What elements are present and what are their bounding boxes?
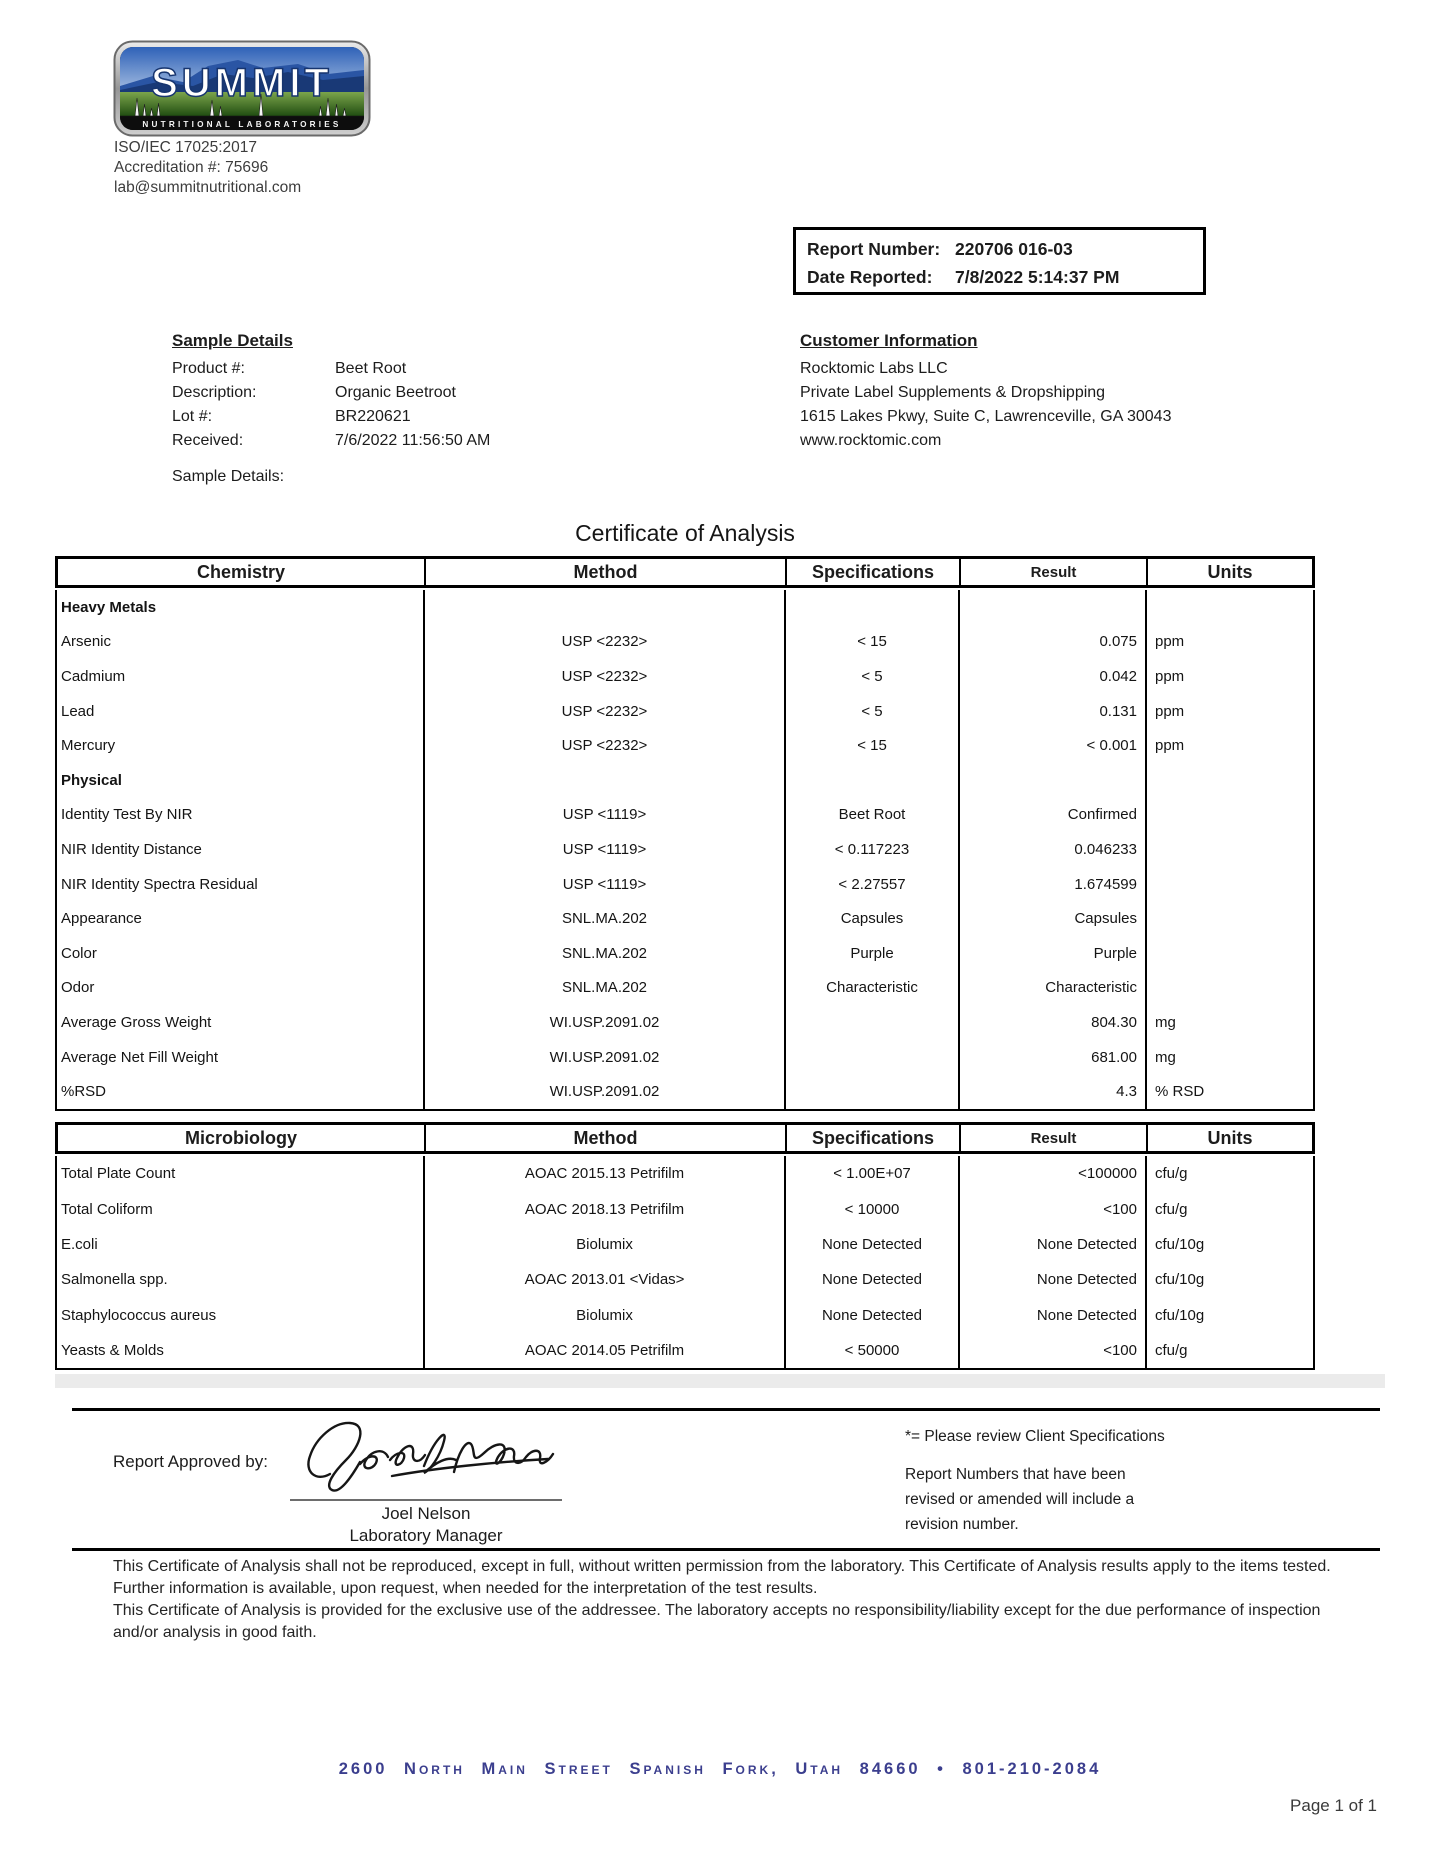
cell-units [1145,936,1313,971]
cell-units: cfu/10g [1145,1262,1313,1297]
table-row [57,1040,1313,1075]
header-cell-microbiology: Microbiology [185,1127,297,1148]
cell-name: Heavy Metals [61,598,157,616]
footer-address: 2600 North Main Street Spanish Fork, Utah 84660 • 801-210-2084 [338,1760,1102,1778]
cell-name: Color [61,944,97,962]
cell-spec: < 50000 [784,1333,958,1368]
cell-spec: < 1.00E+07 [784,1156,958,1191]
revision-note: Report Numbers that have been revised or amended will include a revision number. [905,1466,1135,1533]
cell-result: 0.075 [958,625,1145,660]
microbiology-table-header [55,1122,1315,1154]
cell-name: Arsenic [61,633,112,651]
cell-spec [784,1040,958,1075]
cell-method [423,763,784,798]
cell-units: % RSD [1145,1074,1313,1109]
cell-result [958,590,1145,625]
cell-result: < 0.001 [958,728,1145,763]
cell-units [1145,590,1313,625]
cell-name: NIR Identity Distance [61,840,202,858]
cell-result: Confirmed [958,798,1145,833]
cell-spec: < 0.117223 [784,832,958,867]
cell-units: ppm [1145,728,1313,763]
summit-logo [113,40,371,137]
report-number-value: 220706 016-03 [955,238,1073,259]
report-number-label: Report Number: [807,238,941,259]
cell-units: cfu/10g [1145,1298,1313,1333]
cell-units [1145,901,1313,936]
header-cell-method: Method [424,1125,785,1151]
cell-name: %RSD [61,1083,107,1101]
cell-result: <100 [958,1191,1145,1226]
table-row [57,1333,1313,1368]
cell-units [1145,867,1313,902]
cell-spec [784,590,958,625]
signature [296,1410,556,1502]
table-row [57,1156,1313,1191]
field-value: Beet Root [335,360,407,377]
cell-spec: Capsules [784,901,958,936]
cell-method: AOAC 2014.05 Petrifilm [423,1333,784,1368]
cell-units [1145,971,1313,1006]
sample-field-row [172,429,490,453]
cell-method: USP <1119> [423,832,784,867]
cell-method: USP <2232> [423,625,784,660]
cell-spec: < 5 [784,659,958,694]
header-cell-specifications: Specifications [785,1125,959,1151]
cell-spec [784,1005,958,1040]
cell-name: Yeasts & Molds [61,1342,164,1360]
cell-name: Cadmium [61,667,126,685]
table-row [57,1191,1313,1226]
header-cell-units: Units [1146,1125,1312,1151]
sample-details-section [172,331,490,453]
header-cell-result: Result [959,1125,1146,1151]
header-cell-chemistry: Chemistry [196,561,286,582]
customer-information-title: Customer Information [800,331,978,350]
chemistry-table-body [55,590,1315,1111]
page-number: Page 1 of 1 [1290,1796,1377,1815]
sample-details-extra-label: Sample Details: [172,468,285,485]
cell-method: Biolumix [423,1227,784,1262]
customer-information-section [800,331,1171,453]
cell-method: USP <2232> [423,728,784,763]
table-row [57,798,1313,833]
customer-line: 1615 Lakes Pkwy, Suite C, Lawrenceville, GA 30043 [800,408,1172,425]
table-row [57,1005,1313,1040]
microbiology-table-body [55,1156,1315,1370]
accreditation-line: Accreditation #: 75696 [114,159,269,176]
lab-email: lab@summitnutritional.com [114,179,302,196]
cell-method: WI.USP.2091.02 [423,1074,784,1109]
cell-spec: < 5 [784,694,958,729]
report-info-box [793,227,1206,295]
sample-details-title: Sample Details [172,331,293,350]
approver-title: Laboratory Manager [349,1526,503,1545]
cell-name: Total Plate Count [61,1165,176,1183]
cell-name: Average Gross Weight [61,1013,212,1031]
table-row [57,694,1313,729]
header-cell-method: Method [424,559,785,585]
cell-name: E.coli [61,1235,98,1253]
table-row [57,728,1313,763]
table-row [57,659,1313,694]
cell-units: mg [1145,1005,1313,1040]
sample-details-fields [172,357,490,453]
cell-units [1145,832,1313,867]
table-row [57,1074,1313,1109]
cell-method: USP <1119> [423,798,784,833]
header-cell-specifications: Specifications [785,559,959,585]
disclaimer-paragraph: This Certificate of Analysis shall not be reproduced, except in full, without written permission from the laboratory. This Certificate of Analysis results apply to the items tested. Further information is available, upon request, when needed for the interpretation of the test results. [113,1558,1331,1597]
field-label: Lot #: [172,408,213,425]
cell-result: <100 [958,1333,1145,1368]
cell-spec: Beet Root [784,798,958,833]
cell-spec: < 15 [784,728,958,763]
cell-units: cfu/g [1145,1156,1313,1191]
customer-information-lines [800,357,1171,453]
chemistry-table-header [55,556,1315,588]
cell-result: 0.046233 [958,832,1145,867]
table-row [57,1262,1313,1297]
field-label: Product #: [172,360,245,377]
cell-result: None Detected [958,1262,1145,1297]
cell-result: 4.3 [958,1074,1145,1109]
sample-field-row [172,357,490,381]
table-row [57,1298,1313,1333]
cell-result: 804.30 [958,1005,1145,1040]
date-reported-row [807,263,1203,291]
divider-rule-bottom [72,1548,1380,1551]
logo-tagline-text: NUTRITIONAL LABORATORIES [142,120,342,129]
customer-line: www.rocktomic.com [800,432,942,449]
cell-units [1145,763,1313,798]
field-value: BR220621 [335,408,411,425]
table-shadow-band [55,1374,1385,1388]
cell-units: ppm [1145,659,1313,694]
cell-method: SNL.MA.202 [423,901,784,936]
cell-result: Purple [958,936,1145,971]
cell-units [1145,798,1313,833]
table-row [57,625,1313,660]
cell-result [958,763,1145,798]
iso-line: ISO/IEC 17025:2017 [114,139,258,156]
signature-line [290,1499,562,1501]
cell-units: cfu/10g [1145,1227,1313,1262]
table-row [57,971,1313,1006]
cell-method: WI.USP.2091.02 [423,1040,784,1075]
approver-name: Joel Nelson [381,1504,471,1523]
cell-name: Mercury [61,737,116,755]
cell-result: 681.00 [958,1040,1145,1075]
cell-name: NIR Identity Spectra Residual [61,875,258,893]
cell-method: Biolumix [423,1298,784,1333]
report-approved-by-label: Report Approved by: [113,1452,268,1471]
lab-accreditation-info [114,138,301,198]
cell-method: USP <1119> [423,867,784,902]
cell-method: SNL.MA.202 [423,936,784,971]
date-reported-value: 7/8/2022 5:14:37 PM [955,266,1120,287]
cell-units: ppm [1145,625,1313,660]
cell-method: USP <2232> [423,694,784,729]
disclaimer-paragraph: This Certificate of Analysis is provided for the exclusive use of the addressee. The laboratory accepts no responsibility/liability except for the due performance of inspection and/or analysis in good faith. [113,1602,1321,1641]
cell-spec: Characteristic [784,971,958,1006]
date-reported-label: Date Reported: [807,266,933,287]
cell-result: 1.674599 [958,867,1145,902]
cell-name: Odor [61,979,95,997]
table-row [57,867,1313,902]
cell-result: <100000 [958,1156,1145,1191]
cell-name: Identity Test By NIR [61,806,193,824]
cell-units: cfu/g [1145,1333,1313,1368]
header-cell-result: Result [959,559,1146,585]
cell-spec: < 2.27557 [784,867,958,902]
cell-result: Capsules [958,901,1145,936]
cell-name: Physical [61,771,122,789]
cell-method: AOAC 2013.01 <Vidas> [423,1262,784,1297]
cell-name: Appearance [61,910,142,928]
table-row [57,901,1313,936]
cell-method: WI.USP.2091.02 [423,1005,784,1040]
cell-result: None Detected [958,1227,1145,1262]
cell-units: mg [1145,1040,1313,1075]
cell-result: 0.131 [958,694,1145,729]
cell-spec: None Detected [784,1227,958,1262]
cell-result: Characteristic [958,971,1145,1006]
cell-name: Total Coliform [61,1200,153,1218]
cell-method [423,590,784,625]
cell-method: AOAC 2015.13 Petrifilm [423,1156,784,1191]
report-number-row [807,235,1203,263]
cell-method: AOAC 2018.13 Petrifilm [423,1191,784,1226]
logo-brand-text: SUMMIT [151,61,333,105]
cell-units: cfu/g [1145,1191,1313,1226]
cell-name: Salmonella spp. [61,1271,168,1289]
cell-name: Lead [61,702,95,720]
table-section-row [57,590,1313,625]
cell-spec [784,763,958,798]
header-cell-units: Units [1146,559,1312,585]
customer-line: Rocktomic Labs LLC [800,360,948,377]
cell-name: Staphylococcus aureus [61,1306,217,1324]
sample-field-row [172,405,490,429]
cell-method: USP <2232> [423,659,784,694]
table-section-row [57,763,1313,798]
cell-spec: None Detected [784,1262,958,1297]
cell-result: None Detected [958,1298,1145,1333]
cell-spec: < 10000 [784,1191,958,1226]
table-row [57,936,1313,971]
client-spec-note: *= Please review Client Specifications [905,1428,1165,1445]
disclaimer-block [113,1556,1350,1644]
field-value: 7/6/2022 11:56:50 AM [335,432,491,449]
sample-field-row [172,381,490,405]
divider-rule-top [72,1408,1380,1411]
cell-name: Average Net Fill Weight [61,1048,219,1066]
table-row [57,1227,1313,1262]
cell-spec: None Detected [784,1298,958,1333]
field-label: Received: [172,432,244,449]
cell-units: ppm [1145,694,1313,729]
table-row [57,832,1313,867]
cell-spec: Purple [784,936,958,971]
cell-spec: < 15 [784,625,958,660]
cell-method: SNL.MA.202 [423,971,784,1006]
customer-line: Private Label Supplements & Dropshipping [800,384,1106,401]
field-value: Organic Beetroot [335,384,456,401]
cell-spec [784,1074,958,1109]
cell-result: 0.042 [958,659,1145,694]
certificate-title: Certificate of Analysis [575,520,795,546]
field-label: Description: [172,384,257,401]
